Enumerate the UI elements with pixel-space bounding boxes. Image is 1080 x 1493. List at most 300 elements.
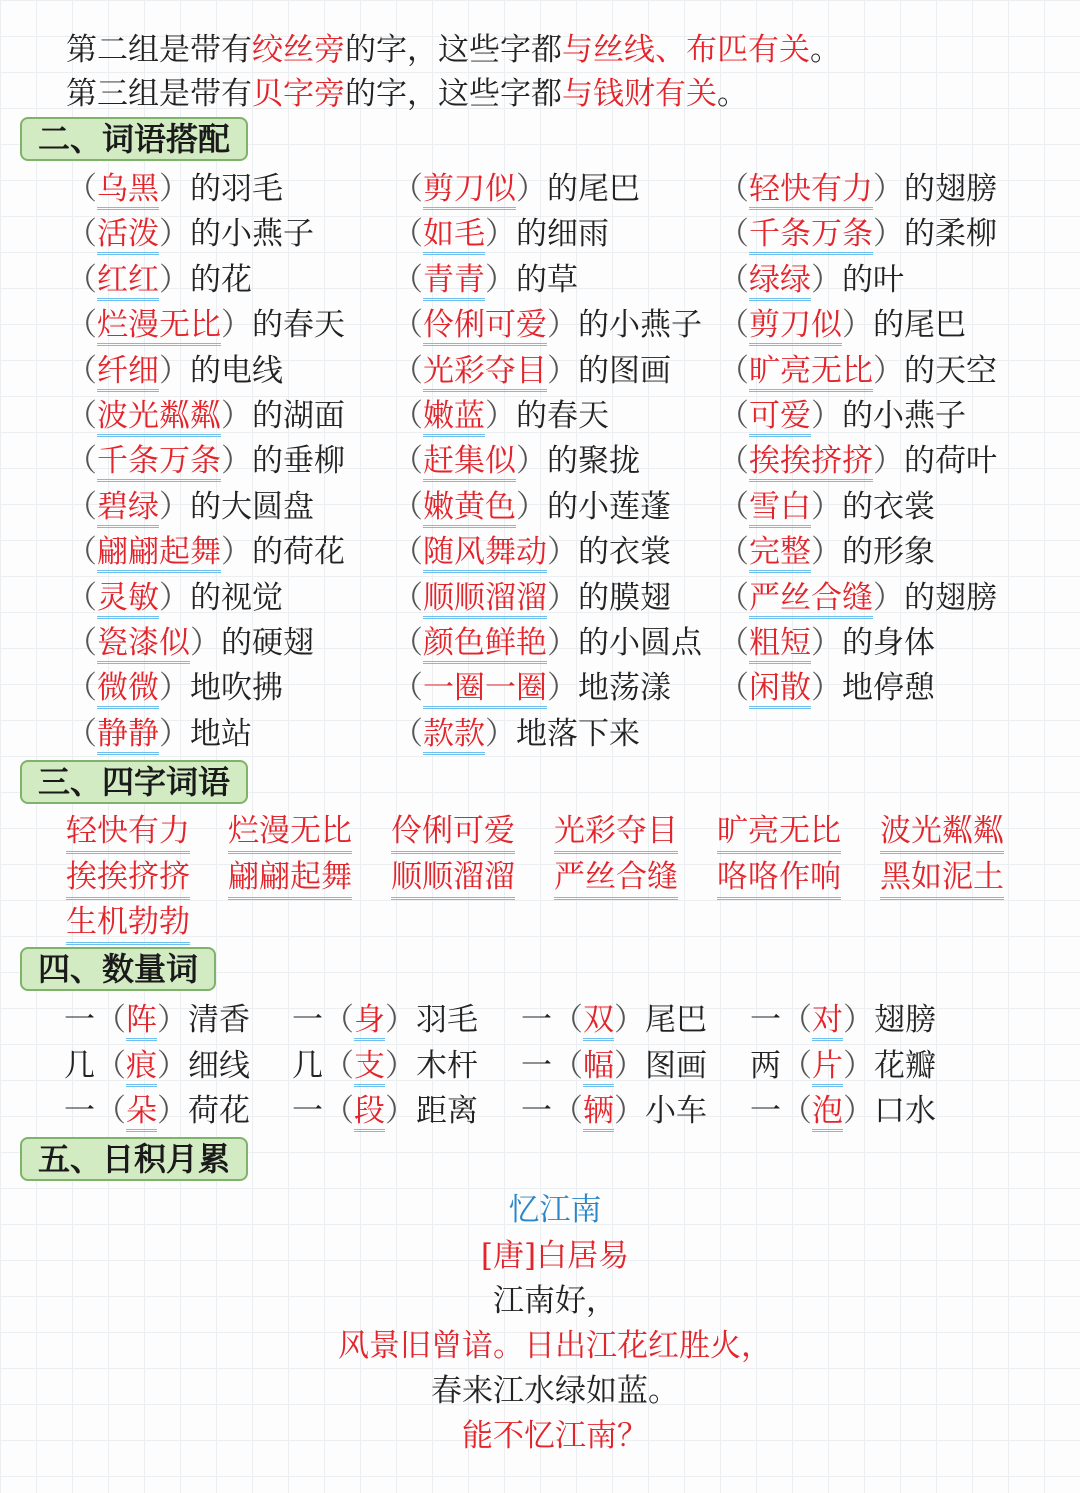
numeral: 一 [750,1002,781,1038]
close-paren: ） [843,1093,874,1129]
phrase-row [0,260,1080,305]
phrase-tail: 地停憩 [842,670,935,707]
measure-word: 支 [354,1048,385,1087]
close-paren: ） [811,261,842,298]
answer-word: 严丝合缝 [749,580,873,619]
close-paren: ） [485,216,516,253]
poem-author: [唐]白居易 [480,1238,630,1274]
noun: 翅膀 [874,1002,936,1038]
phrase-row [0,532,1080,577]
close-paren: ） [843,1002,874,1038]
close-paren: ） [547,307,578,344]
phrase-tail: 的聚拢 [547,443,640,480]
close-paren: ） [221,534,252,571]
quantifier-item [292,1046,478,1086]
phrase-tail: 地吹拂 [190,670,283,707]
noun: 尾巴 [645,1002,707,1038]
close-paren: ） [547,352,578,389]
phrase-row [0,578,1080,623]
close-paren: ） [485,261,516,298]
phrase-tail: 的春天 [252,307,345,344]
answer-word: 嫩蓝 [423,398,485,437]
numeral: 几 [292,1047,323,1084]
phrase-item [392,169,640,209]
phrase-tail: 的形象 [842,534,935,571]
phrase-item [66,532,345,572]
close-paren: ） [547,534,578,571]
answer-word: 千条万条 [749,216,873,255]
close-paren: ） [221,398,252,434]
answer-word: 伶俐可爱 [423,307,547,346]
open-paren: （ [392,715,423,752]
measure-word: 痕 [126,1048,157,1087]
open-paren: （ [392,307,423,344]
phrase-tail: 的电线 [190,352,283,389]
phrase-item [66,305,345,345]
answer-word: 完整 [749,534,811,573]
open-paren: （ [66,488,97,525]
phrase-tail: 的尾巴 [547,171,640,207]
poem-line-2: 风景旧曾谙。日出江花红胜火， [338,1328,772,1364]
idiom-item: 光彩夺目 [554,811,678,854]
open-paren: （ [718,625,749,661]
phrase-item [718,532,935,572]
idiom-item: 挨挨挤挤 [66,857,190,900]
phrase-tail: 的小燕子 [190,216,314,253]
noun: 花瓣 [874,1047,936,1084]
noun: 羽毛 [416,1002,478,1038]
idiom-item: 顺顺溜溜 [391,857,515,900]
noun: 小车 [645,1093,707,1129]
answer-word: 可爱 [749,398,811,437]
phrase-item [718,623,935,663]
phrase-tail: 的柔柳 [904,216,997,253]
phrase-tail: 的垂柳 [252,443,345,480]
open-paren: （ [66,261,97,298]
numeral: 一 [521,1093,552,1129]
numeral: 一 [292,1093,323,1129]
phrase-item [718,169,997,209]
open-paren: （ [66,579,97,616]
phrase-item [392,305,702,345]
phrase-tail: 的草 [516,261,578,298]
quantifier-item [64,1000,250,1040]
phrase-item [718,487,935,527]
close-paren: ） [221,307,252,344]
numeral: 两 [750,1047,781,1084]
intro-line-2: 第三组是带有贝字旁的字，这些字都与钱财有关。 [66,76,748,112]
phrase-row [0,623,1080,668]
open-paren: （ [66,625,97,661]
close-paren: ） [159,261,190,298]
open-paren: （ [392,670,423,707]
idiom-item: 伶俐可爱 [391,811,515,854]
open-paren: （ [392,398,423,434]
phrase-tail: 的羽毛 [190,171,283,207]
close-paren: ） [157,1047,188,1084]
phrase-tail: 的荷叶 [904,443,997,480]
close-paren: ） [385,1093,416,1129]
quantifier-item [292,1000,478,1040]
phrase-tail: 的衣裳 [842,488,935,525]
answer-word: 微微 [97,670,159,709]
close-paren: ） [385,1047,416,1084]
phrase-item [392,260,578,300]
close-paren: ） [159,715,190,752]
close-paren: ） [873,216,904,253]
close-paren: ） [516,443,547,480]
close-paren: ） [811,625,842,661]
numeral: 一 [521,1002,552,1038]
noun: 图画 [645,1047,707,1084]
phrase-row [0,441,1080,486]
answer-word: 千条万条 [97,443,221,482]
open-paren: （ [718,443,749,480]
close-paren: ） [190,625,221,661]
answer-word: 青青 [423,262,485,301]
open-paren: （ [392,171,423,207]
phrase-item [718,578,997,618]
quantifier-item [64,1091,250,1131]
open-paren: （ [718,579,749,616]
phrase-item [392,668,671,708]
phrase-tail: 的翅膀 [904,579,997,616]
quantifier-item [750,1000,936,1040]
phrase-tail: 的小燕子 [842,398,966,434]
answer-word: 闲散 [749,670,811,709]
close-paren: ） [547,579,578,616]
open-paren: （ [392,625,423,661]
phrase-tail: 的翅膀 [904,171,997,207]
open-paren: （ [781,1047,812,1084]
phrase-tail: 的视觉 [190,579,283,616]
measure-word: 身 [354,1002,385,1041]
poem-title: 忆江南 [508,1192,602,1228]
phrase-item [66,714,252,754]
measure-word: 片 [812,1048,843,1087]
open-paren: （ [66,352,97,389]
answer-word: 活泼 [97,216,159,255]
phrase-tail: 的大圆盘 [190,488,314,525]
open-paren: （ [392,352,423,389]
answer-word: 灵敏 [97,580,159,619]
quantifier-item [64,1046,250,1086]
close-paren: ） [516,171,547,207]
idiom-item: 旷亮无比 [717,811,841,854]
close-paren: ） [811,488,842,525]
open-paren: （ [781,1002,812,1038]
phrase-row [0,214,1080,259]
numeral: 一 [521,1047,552,1084]
phrase-item [66,668,283,708]
phrase-item [66,623,314,663]
phrase-item [66,260,252,300]
phrase-item [392,623,702,663]
answer-word: 乌黑 [97,171,159,210]
phrase-item [66,396,345,436]
answer-word: 碧绿 [97,489,159,528]
close-paren: ） [547,625,578,661]
poem-line-3: 春来江水绿如蓝。 [431,1373,679,1409]
measure-word: 幅 [583,1048,614,1087]
answer-word: 翩翩起舞 [97,534,221,573]
open-paren: （ [323,1093,354,1129]
open-paren: （ [66,171,97,207]
measure-word: 辆 [583,1093,614,1132]
noun: 清香 [188,1002,250,1038]
close-paren: ） [614,1002,645,1038]
close-paren: ） [547,670,578,707]
answer-word: 静静 [97,716,159,755]
open-paren: （ [718,398,749,434]
close-paren: ） [157,1002,188,1038]
phrase-tail: 地站 [190,715,252,752]
quantifier-item [292,1091,478,1131]
answer-word: 一圈一圈 [423,670,547,709]
phrase-tail: 的小莲蓬 [547,488,671,525]
phrase-row [0,487,1080,532]
numeral: 一 [64,1093,95,1129]
close-paren: ） [873,579,904,616]
open-paren: （ [718,534,749,571]
answer-word: 轻快有力 [749,171,873,210]
measure-word: 泡 [812,1093,843,1132]
open-paren: （ [718,216,749,253]
answer-word: 粗短 [749,625,811,664]
phrase-tail: 的叶 [842,261,904,298]
close-paren: ） [485,398,516,434]
phrase-tail: 地荡漾 [578,670,671,707]
phrase-tail: 的衣裳 [578,534,671,571]
phrase-item [392,532,671,572]
section-header-accumulation: 五、日积月累 [20,1137,248,1181]
close-paren: ） [873,443,904,480]
phrase-tail: 的春天 [516,398,609,434]
quantifier-item [750,1091,936,1131]
idiom-item: 轻快有力 [66,811,190,854]
numeral: 一 [292,1002,323,1038]
open-paren: （ [718,261,749,298]
phrase-item [392,441,640,481]
section-header-phrases: 二、词语搭配 [20,117,248,161]
close-paren: ） [811,534,842,571]
phrase-item [392,714,640,754]
phrase-item [392,214,609,254]
open-paren: （ [718,670,749,707]
poem-line-4: 能不忆江南？ [462,1418,648,1454]
phrase-row [0,169,1080,214]
phrase-item [392,578,671,618]
idiom-item: 咯咯作响 [717,857,841,900]
phrase-tail: 的尾巴 [873,307,966,344]
open-paren: （ [392,216,423,253]
open-paren: （ [323,1047,354,1084]
close-paren: ） [159,171,190,207]
phrase-item [66,214,314,254]
open-paren: （ [323,1002,354,1038]
idiom-item: 波光粼粼 [880,811,1004,854]
answer-word: 红红 [97,262,159,301]
answer-word: 剪刀似 [423,171,516,210]
open-paren: （ [66,216,97,253]
close-paren: ） [873,171,904,207]
intro-line-1: 第二组是带有绞丝旁的字，这些字都与丝线、布匹有关。 [66,32,841,68]
open-paren: （ [66,307,97,344]
answer-word: 如毛 [423,216,485,255]
noun: 距离 [416,1093,478,1129]
quantifier-item [521,1091,707,1131]
idiom-item: 烂漫无比 [228,811,352,854]
open-paren: （ [66,443,97,480]
idiom-item: 翩翩起舞 [228,857,352,900]
phrase-item [718,305,966,345]
idiom-item: 黑如泥土 [880,857,1004,900]
measure-word: 段 [354,1093,385,1132]
phrase-item [66,441,345,481]
phrase-tail: 的小燕子 [578,307,702,344]
open-paren: （ [392,534,423,571]
open-paren: （ [392,579,423,616]
phrase-tail: 的小圆点 [578,625,702,661]
open-paren: （ [718,171,749,207]
open-paren: （ [552,1002,583,1038]
close-paren: ） [159,670,190,707]
measure-word: 朵 [126,1093,157,1132]
answer-word: 瓷漆似 [97,625,190,664]
open-paren: （ [66,670,97,707]
phrase-tail: 的身体 [842,625,935,661]
phrase-tail: 的花 [190,261,252,298]
phrase-item [392,487,671,527]
open-paren: （ [95,1093,126,1129]
answer-word: 旷亮无比 [749,353,873,392]
phrase-item [66,169,283,209]
open-paren: （ [718,488,749,525]
phrase-item [392,396,609,436]
phrase-row [0,396,1080,441]
phrase-tail: 的图画 [578,352,671,389]
open-paren: （ [392,261,423,298]
phrase-tail: 的荷花 [252,534,345,571]
numeral: 一 [750,1093,781,1129]
phrase-tail: 的湖面 [252,398,345,434]
open-paren: （ [552,1093,583,1129]
phrase-item [66,487,314,527]
answer-word: 绿绿 [749,262,811,301]
answer-word: 烂漫无比 [97,307,221,346]
answer-word: 随风舞动 [423,534,547,573]
noun: 木杆 [416,1047,478,1084]
numeral: 几 [64,1047,95,1084]
quantifier-item [521,1046,707,1086]
close-paren: ） [159,488,190,525]
measure-word: 双 [583,1002,614,1041]
phrase-tail: 的细雨 [516,216,609,253]
phrase-item [718,260,904,300]
open-paren: （ [718,307,749,344]
answer-word: 顺顺溜溜 [423,580,547,619]
open-paren: （ [66,398,97,434]
answer-word: 挨挨挤挤 [749,443,873,482]
phrase-item [718,351,997,391]
quantifier-item [521,1000,707,1040]
idiom-item: 严丝合缝 [554,857,678,900]
close-paren: ） [157,1093,188,1129]
phrase-item [392,351,671,391]
close-paren: ） [485,715,516,752]
phrase-tail: 地落下来 [516,715,640,752]
answer-word: 纤细 [97,353,159,392]
answer-word: 剪刀似 [749,307,842,346]
phrase-row [0,668,1080,713]
open-paren: （ [718,352,749,389]
idiom-item: 生机勃勃 [66,902,190,945]
phrase-item [718,396,966,436]
close-paren: ） [811,398,842,434]
phrase-row [0,305,1080,350]
phrase-row [0,714,1080,759]
measure-word: 阵 [126,1002,157,1041]
close-paren: ） [159,352,190,389]
quantifier-item [750,1046,936,1086]
close-paren: ） [221,443,252,480]
close-paren: ） [873,352,904,389]
answer-word: 雪白 [749,489,811,528]
open-paren: （ [95,1047,126,1084]
open-paren: （ [781,1093,812,1129]
phrase-item [66,578,283,618]
answer-word: 光彩夺目 [423,353,547,392]
noun: 细线 [188,1047,250,1084]
measure-word: 对 [812,1002,843,1041]
close-paren: ） [385,1002,416,1038]
open-paren: （ [66,715,97,752]
open-paren: （ [392,488,423,525]
answer-word: 颜色鲜艳 [423,625,547,664]
answer-word: 款款 [423,716,485,755]
open-paren: （ [392,443,423,480]
close-paren: ） [843,1047,874,1084]
phrase-tail: 的天空 [904,352,997,389]
close-paren: ） [614,1093,645,1129]
phrase-item [718,214,997,254]
section-header-idioms: 三、四字词语 [20,760,248,804]
open-paren: （ [66,534,97,571]
phrase-item [66,351,283,391]
close-paren: ） [159,579,190,616]
phrase-row [0,351,1080,396]
close-paren: ） [614,1047,645,1084]
numeral: 一 [64,1002,95,1038]
phrase-item [718,668,935,708]
answer-word: 赶集似 [423,443,516,482]
answer-word: 嫩黄色 [423,489,516,528]
poem-line-1: 江南好， [493,1283,617,1319]
phrase-item [718,441,997,481]
phrase-tail: 的膜翅 [578,579,671,616]
phrase-tail: 的硬翅 [221,625,314,661]
noun: 荷花 [188,1093,250,1129]
close-paren: ） [842,307,873,344]
close-paren: ） [516,488,547,525]
close-paren: ） [159,216,190,253]
answer-word: 波光粼粼 [97,398,221,437]
noun: 口水 [874,1093,936,1129]
section-header-quantifiers: 四、数量词 [20,947,216,991]
open-paren: （ [95,1002,126,1038]
close-paren: ） [811,670,842,707]
open-paren: （ [552,1047,583,1084]
